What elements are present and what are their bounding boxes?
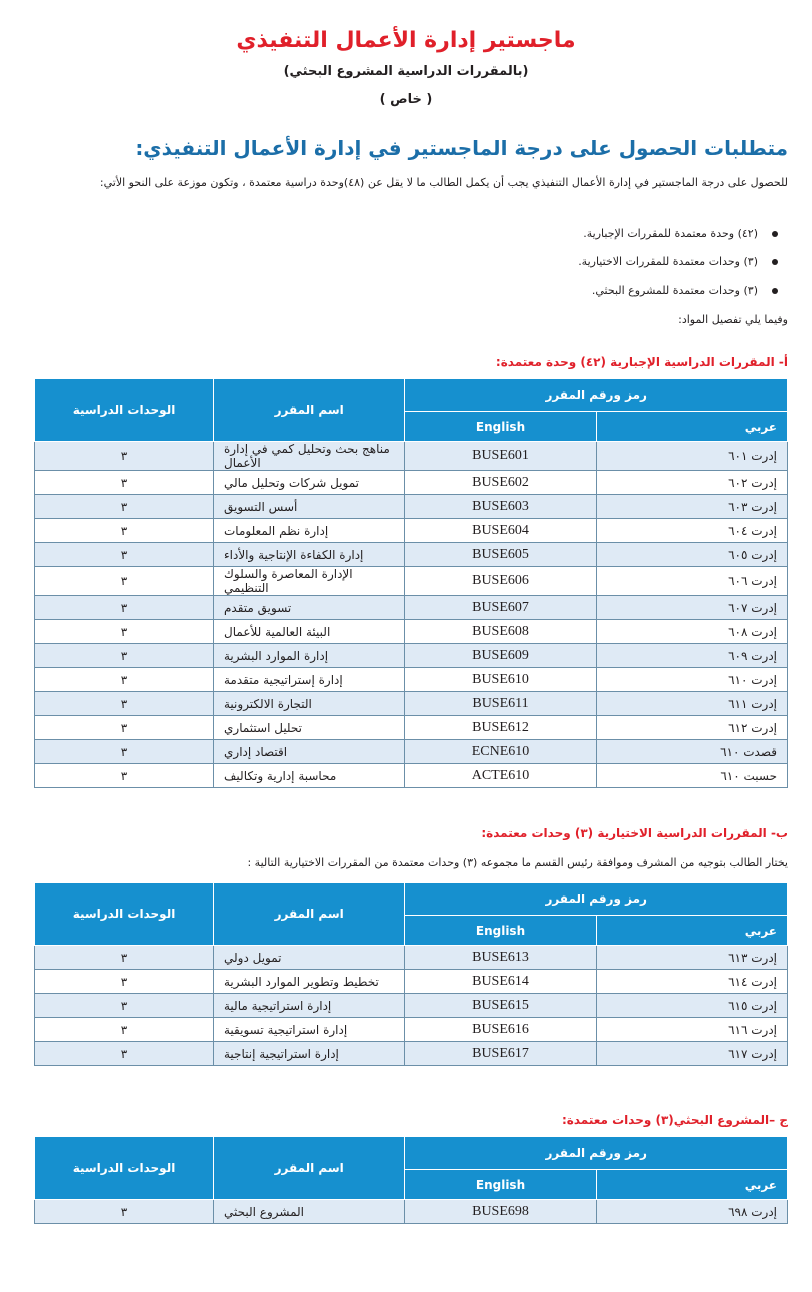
course-name: مناهج بحث وتحليل كمي في إدارة الأعمال <box>214 442 405 471</box>
english-code-header: English <box>405 916 596 946</box>
course-credits: ٣ <box>35 994 214 1018</box>
course-arabic-code: إدرت ٦٠٢ <box>596 471 787 495</box>
table-row <box>35 740 788 764</box>
arabic-code-header: عربي <box>596 1170 787 1200</box>
course-credits: ٣ <box>35 740 214 764</box>
intro-paragraph: للحصول على درجة الماجستير في إدارة الأعمال التنفيذي يجب أن يكمل الطالب ما لا يقل عن (٤٨)وحدة دراسية معتمدة ، وتكون موزعة على النحو الأتي: <box>99 176 788 189</box>
table-row <box>35 1200 788 1224</box>
course-name-header: اسم المقرر <box>214 883 405 946</box>
section-b-note: يختار الطالب بتوجيه من المشرف وموافقة رئيس القسم ما مجموعه (٣) وحدات معتمدة من المقررات الاختيارية التالية : <box>247 856 788 869</box>
table-row <box>35 692 788 716</box>
page-title: ماجستير إدارة الأعمال التنفيذي <box>236 28 576 53</box>
elective-courses-table <box>34 882 788 1066</box>
course-arabic-code: حسبت ٦١٠ <box>596 764 787 788</box>
table-row <box>35 970 788 994</box>
course-english-code: BUSE698 <box>405 1200 596 1224</box>
table-row <box>35 620 788 644</box>
course-arabic-code: إدرت ٦٩٨ <box>596 1200 787 1224</box>
course-credits: ٣ <box>35 692 214 716</box>
course-credits: ٣ <box>35 668 214 692</box>
bullet-text: (٣) وحدات معتمدة للمشروع البحثي. <box>591 284 758 297</box>
page-subtitle-type: ( خاص ) <box>379 92 433 107</box>
table-row <box>35 994 788 1018</box>
bullet-text: (٣) وحدات معتمدة للمقررات الاختيارية. <box>578 255 758 268</box>
credits-header: الوحدات الدراسية <box>35 1137 214 1200</box>
course-english-code: BUSE604 <box>405 519 596 543</box>
course-name-header: اسم المقرر <box>214 379 405 442</box>
bullet-item <box>592 284 778 297</box>
course-credits: ٣ <box>35 716 214 740</box>
course-arabic-code: إدرت ٦١٦ <box>596 1018 787 1042</box>
course-arabic-code: إدرت ٦١٥ <box>596 994 787 1018</box>
table-row <box>35 668 788 692</box>
course-name: أسس التسويق <box>214 495 405 519</box>
compulsory-courses-table <box>34 378 788 788</box>
course-name: اقتصاد إداري <box>214 740 405 764</box>
course-credits: ٣ <box>35 644 214 668</box>
table-row <box>35 567 788 596</box>
course-name: تحليل استثماري <box>214 716 405 740</box>
course-english-code: BUSE608 <box>405 620 596 644</box>
course-code-header: رمز ورقم المقرر <box>405 379 788 412</box>
course-credits: ٣ <box>35 1200 214 1224</box>
course-english-code: BUSE611 <box>405 692 596 716</box>
table-row <box>35 543 788 567</box>
course-credits: ٣ <box>35 1042 214 1066</box>
course-english-code: ACTE610 <box>405 764 596 788</box>
course-english-code: BUSE603 <box>405 495 596 519</box>
course-english-code: BUSE601 <box>405 442 596 471</box>
course-credits: ٣ <box>35 620 214 644</box>
arabic-code-header: عربي <box>596 916 787 946</box>
course-name: تخطيط وتطوير الموارد البشرية <box>214 970 405 994</box>
section-a-heading: أ- المقررات الدراسية الإجبارية (٤٢) وحدة معتمدة: <box>495 355 788 369</box>
course-arabic-code: إدرت ٦١٧ <box>596 1042 787 1066</box>
table-header-row <box>35 883 788 916</box>
course-credits: ٣ <box>35 543 214 567</box>
arabic-code-header: عربي <box>596 412 787 442</box>
course-english-code: BUSE606 <box>405 567 596 596</box>
research-project-table <box>34 1136 788 1224</box>
course-credits: ٣ <box>35 519 214 543</box>
course-credits: ٣ <box>35 946 214 970</box>
table-row <box>35 519 788 543</box>
course-english-code: BUSE615 <box>405 994 596 1018</box>
credits-header: الوحدات الدراسية <box>35 379 214 442</box>
course-name: تسويق متقدم <box>214 596 405 620</box>
course-name: إدارة استراتيجية إنتاجية <box>214 1042 405 1066</box>
table-row <box>35 644 788 668</box>
bullet-dot <box>772 288 778 294</box>
course-arabic-code: قصدت ٦١٠ <box>596 740 787 764</box>
course-name: محاسبة إدارية وتكاليف <box>214 764 405 788</box>
course-name: المشروع البحثي <box>214 1200 405 1224</box>
course-credits: ٣ <box>35 970 214 994</box>
course-name: إدارة الكفاءة الإنتاجية والأداء <box>214 543 405 567</box>
course-arabic-code: إدرت ٦١١ <box>596 692 787 716</box>
course-name: إدارة الموارد البشرية <box>214 644 405 668</box>
course-name-header: اسم المقرر <box>214 1137 405 1200</box>
course-english-code: BUSE610 <box>405 668 596 692</box>
course-arabic-code: إدرت ٦٠٣ <box>596 495 787 519</box>
course-code-header: رمز ورقم المقرر <box>405 1137 788 1170</box>
course-name: إدارة نظم المعلومات <box>214 519 405 543</box>
section-c-heading: ج –المشروع البحثي(٣) وحدات معتمدة: <box>561 1113 788 1127</box>
bullet-item <box>583 227 778 240</box>
course-name: إدارة استراتيجية تسويقية <box>214 1018 405 1042</box>
course-arabic-code: إدرت ٦٠٥ <box>596 543 787 567</box>
course-name: إدارة إستراتيجية متقدمة <box>214 668 405 692</box>
course-credits: ٣ <box>35 1018 214 1042</box>
course-english-code: BUSE605 <box>405 543 596 567</box>
course-name: التجارة الالكترونية <box>214 692 405 716</box>
bullet-item <box>578 255 778 268</box>
course-english-code: ECNE610 <box>405 740 596 764</box>
table-header-row <box>35 1137 788 1170</box>
course-arabic-code: إدرت ٦١٤ <box>596 970 787 994</box>
table-row <box>35 596 788 620</box>
course-name: إدارة استراتيجية مالية <box>214 994 405 1018</box>
table-row <box>35 1018 788 1042</box>
course-english-code: BUSE616 <box>405 1018 596 1042</box>
table-row <box>35 1042 788 1066</box>
course-english-code: BUSE617 <box>405 1042 596 1066</box>
bullet-dot <box>772 231 778 237</box>
english-code-header: English <box>405 412 596 442</box>
table-row <box>35 716 788 740</box>
course-english-code: BUSE602 <box>405 471 596 495</box>
course-code-header: رمز ورقم المقرر <box>405 883 788 916</box>
course-arabic-code: إدرت ٦٠٧ <box>596 596 787 620</box>
table-row <box>35 946 788 970</box>
table-row <box>35 471 788 495</box>
details-note: وفيما يلي تفصيل المواد: <box>678 313 788 326</box>
course-english-code: BUSE614 <box>405 970 596 994</box>
course-credits: ٣ <box>35 596 214 620</box>
table-row <box>35 495 788 519</box>
requirements-heading: متطلبات الحصول على درجة الماجستير في إدارة الأعمال التنفيذي: <box>135 136 788 160</box>
credits-header: الوحدات الدراسية <box>35 883 214 946</box>
course-english-code: BUSE612 <box>405 716 596 740</box>
course-credits: ٣ <box>35 495 214 519</box>
page-subtitle: (بالمقررات الدراسية المشروع البحثي) <box>283 64 529 79</box>
course-arabic-code: إدرت ٦١٣ <box>596 946 787 970</box>
course-credits: ٣ <box>35 471 214 495</box>
course-arabic-code: إدرت ٦٠١ <box>596 442 787 471</box>
course-credits: ٣ <box>35 567 214 596</box>
bullet-text: (٤٢) وحدة معتمدة للمقررات الإجبارية. <box>583 227 758 240</box>
course-name: تمويل دولي <box>214 946 405 970</box>
course-arabic-code: إدرت ٦١٠ <box>596 668 787 692</box>
course-arabic-code: إدرت ٦٠٤ <box>596 519 787 543</box>
course-arabic-code: إدرت ٦٠٨ <box>596 620 787 644</box>
english-code-header: English <box>405 1170 596 1200</box>
table-row <box>35 764 788 788</box>
course-english-code: BUSE613 <box>405 946 596 970</box>
table-header-row <box>35 379 788 412</box>
course-credits: ٣ <box>35 442 214 471</box>
course-arabic-code: إدرت ٦١٢ <box>596 716 787 740</box>
course-english-code: BUSE607 <box>405 596 596 620</box>
section-b-heading: ب- المقررات الدراسية الاختيارية (٣) وحدات معتمدة: <box>481 826 788 840</box>
course-arabic-code: إدرت ٦٠٦ <box>596 567 787 596</box>
course-name: تمويل شركات وتحليل مالي <box>214 471 405 495</box>
course-name: الإدارة المعاصرة والسلوك التنظيمي <box>214 567 405 596</box>
bullet-dot <box>772 259 778 265</box>
course-english-code: BUSE609 <box>405 644 596 668</box>
course-arabic-code: إدرت ٦٠٩ <box>596 644 787 668</box>
course-name: البيئة العالمية للأعمال <box>214 620 405 644</box>
course-credits: ٣ <box>35 764 214 788</box>
table-row <box>35 442 788 471</box>
